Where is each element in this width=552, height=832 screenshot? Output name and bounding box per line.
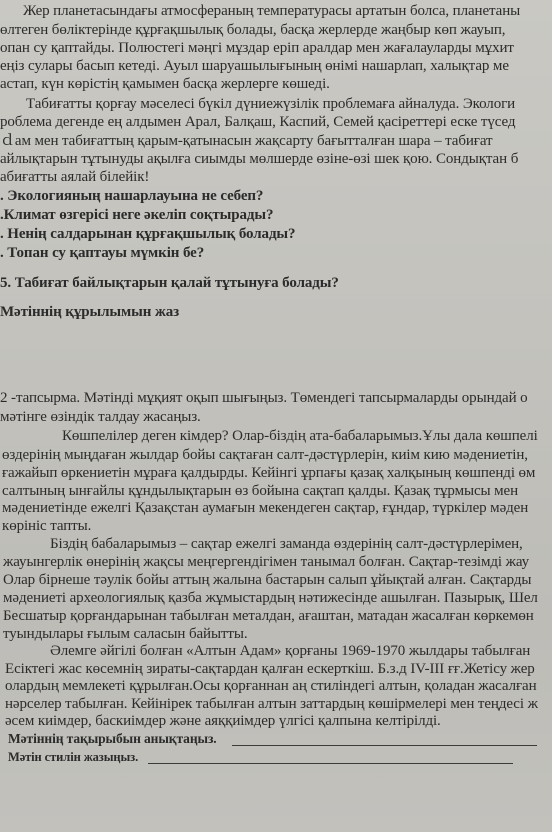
passage1-line: абиғатты аялай білейік! <box>0 169 150 185</box>
passage1-line: айлықтарын тұтынуды ақылға сиымды мөлшерде өзіне-өзі шек қою. Сондықтан б <box>0 151 519 167</box>
passage2-line: Бесшатыр қорғандарынан табылған металдан, ағаштан, матадан жасалған көркемөн <box>3 608 534 624</box>
passage1-line: еңіз сулары басып кетеді. Ауыл шаруашылығының өнімі нашарлап, халықтар ме <box>0 58 509 74</box>
passage2-line: нәрселер табылған. Кейінірек табылған алтын заттардың көшірмелері мен теңдесі ж <box>5 696 538 712</box>
answer-line <box>232 745 537 746</box>
passage2-line: Көшпелілер деген кімдер? Олар-біздің ата-бабаларымыз.Ұлы дала көшпелі <box>62 428 538 444</box>
passage2-line: Олар бірнеше тәулік бойы аттың жалына бастарын салып ұйықтай алған. Сақтарды <box>3 572 532 588</box>
question-item: .Климат өзгерісі неге әкеліп соқтырады? <box>0 207 274 223</box>
passage2-line: мәдениеті археологиялық қазба жұмыстардың нәтижесінде ашылған. Пазырық, Шел <box>3 590 538 606</box>
question-item: . Экологияның нашарлауына не себеп? <box>0 188 264 204</box>
passage2-line: әсем киімдер, баскиімдер және аяққиімдер үлгісі қалпына келтірілді. <box>5 713 441 729</box>
passage2-line: мәдениетінде ежелгі Қазақстан аумағын мекендеген сақтар, ғұндар, түркілер мәден <box>2 500 529 516</box>
question-item: . Топан су қаптауы мүмкін бе? <box>0 245 205 261</box>
passage2-line: жауынгерлік өнерінің жақсы меңгергендігімен танымал болған. Сақтар-тезімді жау <box>3 554 530 570</box>
section-heading: Мәтіннің құрылымын жаз <box>0 304 180 320</box>
passage1-line: Табиғатты қорғау мәселесі бүкіл дүниежүзілік проблемаға айналуда. Экологи <box>26 96 516 112</box>
passage1-line: роблема дегенде ең алдымен Арал, Балқаш, Каспий, Семей қасіреттері еске түсед <box>0 114 516 130</box>
question-item: . Ненің салдарынан құрғақшылық болады? <box>0 226 296 242</box>
passage2-line: Әлемге әйгілі болған «Алтын Адам» қорғаны 1969-1970 жылдары табылған <box>50 643 531 659</box>
passage2-line: Есіктегі жас көсемнің зираты-сақтардан қалған ескерткіш. Б.з.д IV-III ғғ.Жетісу жер <box>5 661 535 677</box>
passage2-line: салтының ынғайлы құндылықтарын өз бойына сақтап қалды. Қазақ тұрмысы мен <box>2 483 519 499</box>
passage1-line: астап, күн көрістің қамымен басқа жерлерге көшеді. <box>0 76 330 92</box>
question-item: 5. Табиғат байлықтарын қалай тұтынуға болады? <box>0 275 339 291</box>
passage2-line: олардың мемлекеті құрылған.Осы қорғаннан аң стиліндегі алтын, қоладан жасалған <box>5 678 537 694</box>
passage1-line: өлтеген бөліктерінде құрғақшылық болады, басқа жерлерде жаңбыр көп жауып, <box>0 22 506 38</box>
final-question-style: Мәтін стилін жазыңыз. <box>8 750 139 764</box>
passage2-line: көрініс тапты. <box>2 518 92 534</box>
task-instruction-line: 2 -тапсырма. Мәтінді мұқият оқып шығыңыз. Төмендегі тапсырмаларды орындай о <box>0 390 528 406</box>
passage1-line: опан су қаптайды. Полюстегі мәңгі мұздар еріп аралдар мен жағалауларды мұхит <box>0 40 514 56</box>
passage2-line: Біздің бабаларымыз – сақтар ежелгі заманда өздерінің салт-дәстүрлерімен, <box>50 536 523 552</box>
passage2-line: ғажайып өркениетін мұраға қалдырды. Кейінгі ұрпағы қазақ халқының көшпенді өм <box>2 465 536 481</box>
passage1-line: Жер планетасындағы атмосфераның температурасы артатын болса, планетаны <box>23 3 521 19</box>
passage1-line: ｄам мен табиғаттың қарым-қатынасын жақсарту бағытталған шара – табиғат <box>0 133 493 149</box>
final-question-topic: Мәтіннің тақырыбын анықтаңыз. <box>8 731 217 746</box>
task-instruction-line: мәтінге өзіндік талдау жасаңыз. <box>0 409 201 425</box>
passage2-line: өздерінің мыңдаған жылдар бойы сақтаған салт-дәстүрлерін, киім кию мәдениетін, <box>2 447 528 463</box>
answer-line <box>148 763 513 764</box>
passage2-line: туындылары ғылым саласын байытты. <box>3 626 248 642</box>
